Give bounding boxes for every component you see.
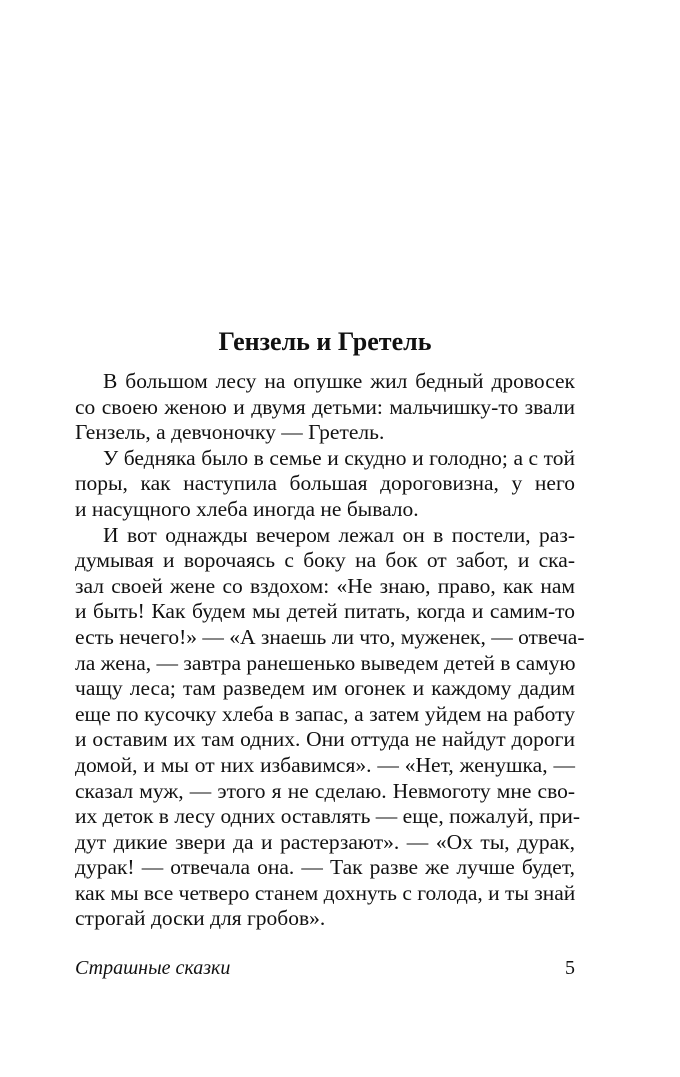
chapter-title: Гензель и Гретель [218, 327, 432, 356]
running-footer-title: Страшные сказки [75, 957, 231, 979]
text-line: как мы все четверо станем дохнуть с голода, и ты знай [75, 880, 576, 905]
body-text [75, 369, 585, 932]
text-line: и насущного хлеба иногда не бывало. [75, 496, 419, 521]
text-line: дут дикие звери да и растерзают». — «Ох ты, дурак, [75, 829, 575, 854]
text-line: думывая и ворочаясь с боку на бок от забот, и ска- [75, 548, 575, 573]
text-line: сказал муж, — этого я не сделаю. Невмоготу мне сво- [75, 778, 575, 803]
text-line: домой, и мы от них избавимся». — «Нет, женушка, — [75, 752, 575, 777]
paragraph-2 [75, 446, 575, 523]
text-line: дурак! — отвечала она. — Так разве же лучше будет, [75, 855, 575, 880]
text-line: У бедняка было в семье и скудно и голодно; а с той [103, 445, 575, 470]
text-line: их деток в лесу одних оставлять — еще, пожалуй, при- [75, 804, 581, 829]
text-line: зал своей жене со вздохом: «Не знаю, право, как нам [75, 573, 575, 598]
text-line: еще по кусочку хлеба в запас, а затем уйдем на работу [75, 701, 575, 726]
text-line: ла жена, — завтра ранешенько выведем детей в самую [75, 650, 576, 675]
text-line: И вот однажды вечером лежал он в постели, раз- [103, 522, 575, 547]
text-line: В большом лесу на опушке жил бедный дровосек [103, 369, 575, 393]
text-line: строгай доски для гробов». [75, 906, 326, 931]
text-line: есть нечего!» — «А знаешь ли что, муженек, — отвеча- [75, 624, 585, 649]
page-number: 5 [565, 957, 575, 979]
text-line: чащу леса; там разведем им огонек и каждому дадим [75, 676, 575, 701]
text-line: Гензель, а девчоночку — Гретель. [75, 420, 385, 445]
text-line: со своею женою и двумя детьми: мальчишку-то звали [75, 394, 575, 419]
text-line: и оставим их там одних. Они оттуда не найдут дороги [75, 727, 575, 752]
book-page [75, 0, 585, 1077]
text-line: и быть! Как будем мы детей питать, когда и самим-то [75, 599, 575, 624]
paragraph-1 [75, 369, 575, 446]
text-line: поры, как наступила большая дороговизна, у него [75, 471, 575, 496]
paragraph-3 [75, 522, 585, 933]
